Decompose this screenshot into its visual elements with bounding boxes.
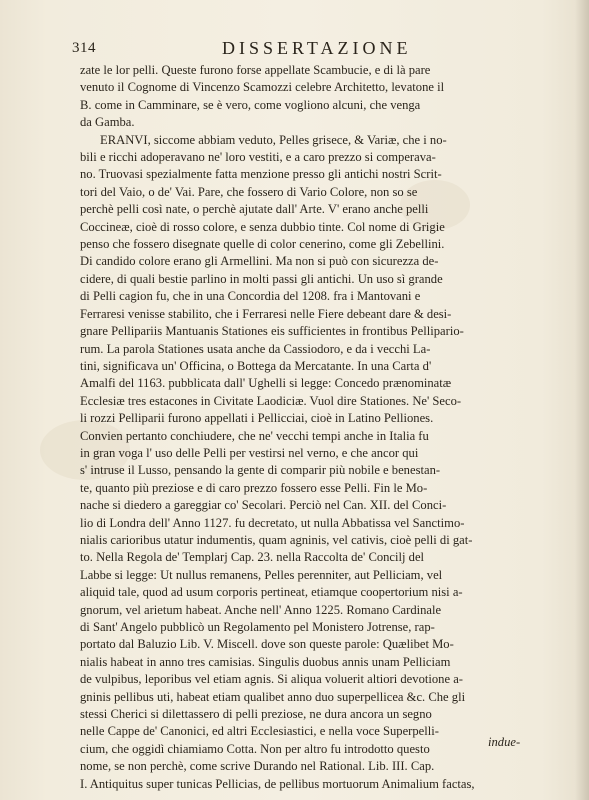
page-number: 314 (72, 40, 96, 56)
text-line: Convien pertanto conchiudere, che ne' vecchi tempi anche in Italia fu (80, 428, 429, 443)
page-header (72, 38, 542, 60)
text-line: B. come in Camminare, se è vero, come vogliono alcuni, che venga (80, 97, 421, 112)
text-line: I. Antiquitus super tunicas Pellicias, de pellibus mortuorum Animalium factas, (80, 776, 475, 791)
catchword: indue- (488, 735, 521, 749)
text-line: no. Truovasi spezialmente fatta menzione presso gli antichi nostri Scrit- (80, 167, 442, 182)
text-line: cium, che oggidì chiamiamo Cotta. Non per altro fu introdotto questo (80, 741, 430, 756)
text-line: Amalfi del 1163. pubblicata dall' Ughelli si legge: Concedo prænominatæ (80, 376, 452, 391)
text-line: aliquid tale, quod ad usum corporis pertineat, etiamque coopertorium nisi a- (80, 585, 463, 600)
text-line: Coccineæ, cioè di rosso colore, e senza dubbio tinte. Col nome di Grigie (80, 219, 445, 234)
text-line: gnare Pellipariis Mantuanis Stationes eis sufficientes in frontibus Pellipario- (80, 324, 464, 339)
body-text (80, 62, 535, 793)
text-line: rum. La parola Stationes usata anche da Cassiodoro, e da i vecchi La- (80, 341, 431, 356)
text-line: nialis carioribus utatur indumentis, quam agninis, vel cativis, cioè pelli di gat- (80, 532, 473, 547)
text-line: s' intruse il Lusso, pensando la gente di comparir più nobile e benestan- (80, 463, 441, 478)
text-line: gninis pellibus uti, habeat etiam qualibet anno duo superpellicea &c. Che gli (80, 689, 466, 704)
page-edge-shadow (575, 0, 589, 800)
text-line: venuto il Cognome di Vincenzo Scamozzi celebre Architetto, levatone il (80, 80, 445, 95)
text-line: lio di Londra dell' Anno 1127. fu decretato, ut nulla Abbatissa vel Sanctimo- (80, 515, 465, 530)
text-line: portato dal Baluzio Lib. V. Miscell. dove son queste parole: Quælibet Mo- (80, 637, 454, 652)
text-line: tori del Vaio, o de' Vai. Pare, che fossero di Vario Colore, non so se (80, 184, 418, 199)
text-line: ERANVI, siccome abbiam veduto, Pelles grisece, & Variæ, che i no- (100, 132, 447, 147)
text-line: Ecclesiæ tres estacones in Civitate Laodiciæ. Vuol dire Stationes. Ne' Seco- (80, 393, 462, 408)
text-line: penso che fossero disegnate quelle di color cenerino, come gli Zebellini. (80, 237, 445, 252)
text-line: to. Nella Regola de' Templarj Cap. 23. nella Raccolta de' Concilj del (80, 550, 425, 565)
text-line: tini, significava un' Officina, o Bottega da Mercatante. In una Carta d' (80, 358, 432, 373)
text-line: in gran voga l' uso delle Pelli per vestirsi nel verno, e che ancor qui (80, 445, 419, 460)
text-line: nelle Cappe de' Canonici, ed altri Ecclesiastici, e nella voce Superpelli- (80, 724, 439, 739)
text-line: zate le lor pelli. Queste furono forse appellate Scambucie, e di là pare (80, 63, 431, 77)
text-line: di Pelli cagion fu, che in una Concordia del 1208. fra i Mantovani e (80, 289, 421, 304)
text-line: bili e ricchi adoperavano ne' loro vestiti, e a caro prezzo si comperava- (80, 150, 436, 165)
text-line: de vulpibus, leporibus vel etiam agnis. Si aliqua voluerit altiori devotione a- (80, 672, 463, 687)
text-line: cidere, di quali bestie parlino in molti passi gli antichi. Un uso sì grande (80, 271, 443, 286)
text-line: di Sant' Angelo pubblicò un Regolamento pel Monistero Jotrense, rap- (80, 620, 435, 634)
running-head: DISSERTAZIONE (222, 38, 412, 58)
text-line: gnorum, vel arietum habeat. Anche nell' Anno 1225. Romano Cardinale (80, 602, 442, 617)
text-line: stessi Cherici si dilettassero di pelli preziose, ne dura ancora un segno (80, 707, 432, 722)
text-line: Ferraresi venisse stabilito, che i Ferraresi nelle Fiere debeant dare & desi- (80, 306, 452, 321)
text-line: nialis habeat in anno tres camisias. Singulis duobus annis unam Pelliciam (80, 654, 451, 669)
text-line: nache si diedero a gareggiar co' Secolari. Perciò nel Can. XII. del Conci- (80, 498, 447, 513)
text-line: te, quanto più preziose e di caro prezzo fossero esse Pelli. Fin le Mo- (80, 480, 428, 495)
text-line: da Gamba. (80, 115, 135, 130)
text-line: Labbe si legge: Ut nullus remanens, Pelles perenniter, aut Pelliciam, vel (80, 567, 443, 582)
text-line: li rozzi Pelliparii furono appellati i Pellicciai, cioè in Latino Pelliones. (80, 411, 434, 426)
text-line: Di candido colore erano gli Armellini. Ma non si può con sicurezza de- (80, 254, 439, 269)
text-line: perchè pelli così nate, o perchè ajutate dall' Arte. V' erano anche pelli (80, 202, 429, 217)
text-line: nome, se non perchè, come scrive Durando nel Rational. Lib. III. Cap. (80, 759, 435, 774)
